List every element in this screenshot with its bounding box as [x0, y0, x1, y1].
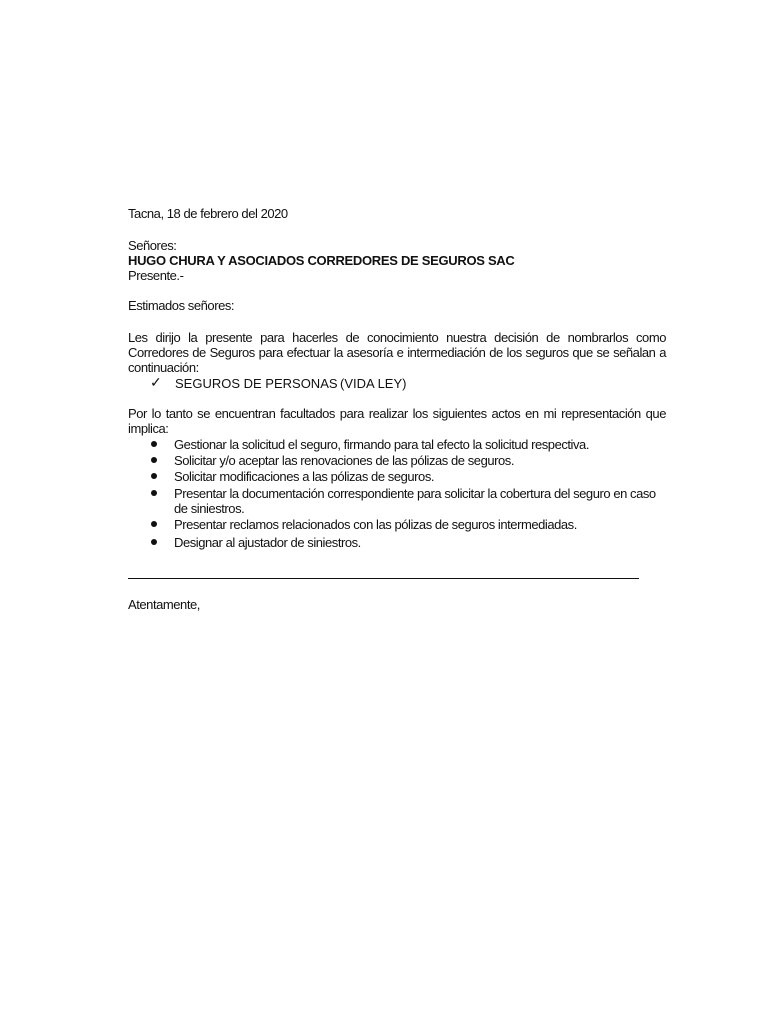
checked-item-label: SEGUROS DE PERSONAS: [175, 376, 338, 391]
closing: Atentamente,: [128, 597, 200, 612]
list-item-text: Gestionar la solicitud el seguro, firmando para tal efecto la solicitud respectiva.: [174, 437, 589, 452]
bullet-icon: [150, 472, 158, 480]
intro-paragraph: Les dirijo la presente para hacerles de conocimiento nuestra decisión de nombrarlos como Corredores de Seguros para efectuar la asesoría e intermediación de los seguros que se señalan a continuación:: [128, 330, 666, 375]
list-item-text: Designar al ajustador de siniestros.: [174, 535, 361, 550]
list-item-text: Solicitar y/o aceptar las renovaciones de las pólizas de seguros.: [174, 453, 515, 468]
bullet-icon: [150, 456, 158, 464]
checkmark-icon: ✓: [150, 374, 162, 390]
list-item-text: Presentar la documentación correspondiente para solicitar la cobertura del seguro en caso de siniestros.: [174, 486, 656, 516]
presente-line: Presente.-: [128, 268, 184, 283]
bullet-icon: [150, 489, 158, 497]
acts-paragraph: Por lo tanto se encuentran facultados para realizar los siguientes actos en mi representación que implica:: [128, 406, 666, 436]
greeting: Estimados señores:: [128, 298, 235, 313]
bullet-icon: [150, 538, 158, 546]
bullet-icon: [150, 520, 158, 528]
date-line: Tacna, 18 de febrero del 2020: [128, 206, 288, 221]
bullet-icon: [150, 440, 158, 448]
list-item-text: Presentar reclamos relacionados con las pólizas de seguros intermediadas.: [174, 517, 577, 532]
recipient-salutation: Señores:: [128, 238, 177, 253]
recipient-company: HUGO CHURA Y ASOCIADOS CORREDORES DE SEGUROS SAC: [128, 253, 515, 268]
checked-item-detail: (VIDA LEY): [340, 376, 407, 391]
list-item-text: Solicitar modificaciones a las pólizas de seguros.: [174, 469, 435, 484]
horizontal-rule: [128, 578, 639, 579]
